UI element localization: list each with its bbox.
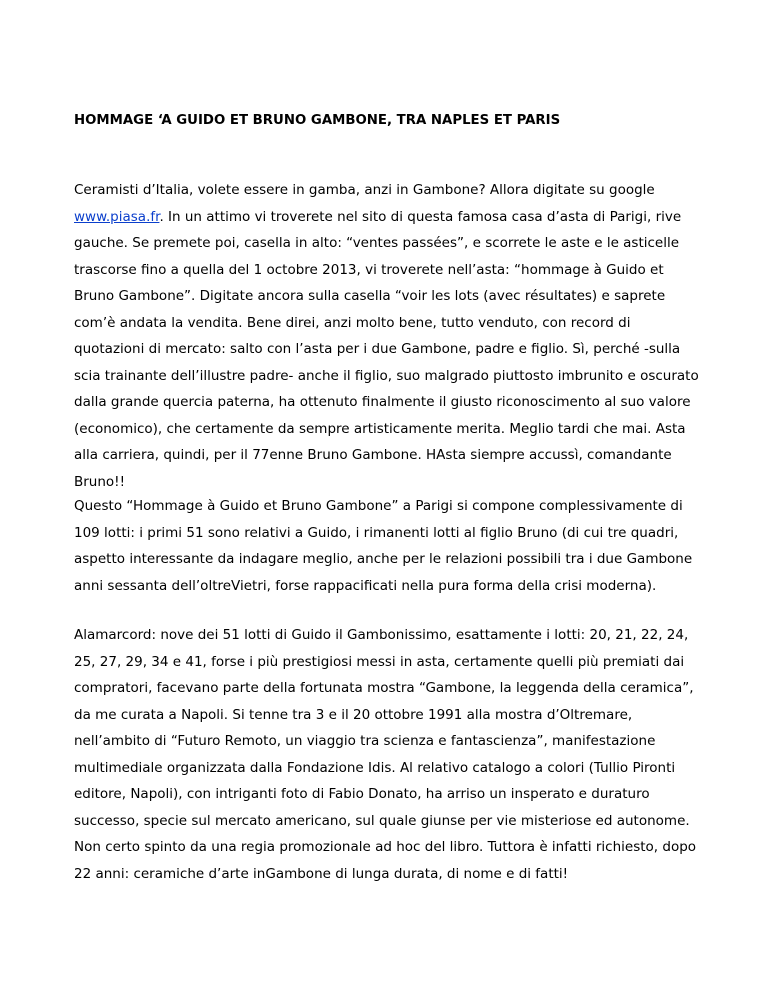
piasa-link[interactable]: www.piasa.fr: [74, 208, 160, 225]
paragraph-alamarcord: Alamarcord: nove dei 51 lotti di Guido il Gambonissimo, esattamente i lotti: 20, 21, 22, 24, 25, 27, 29, 34 e 41, forse i più prestigiosi messi in asta, certamente quelli più premiati dai compratori, facevano parte della fortunata mostra “Gambone, la leggenda della ceramica”, da me curata a Napoli. Si tenne tra 3 e il 20 ottobre 1991 alla mostra d’Oltremare, nell’ambito di “Futuro Remoto, un viaggio tra scienza e fantascienza”, manifestazione multimediale organizzata dalla Fondazione Idis. Al relativo catalogo a colori (Tullio Pironti editore, Napoli), con intriganti foto di Fabio Donato, ha arriso un insperato e duraturo successo, specie sul mercato americano, sul quale giunse per vie misteriose ed autonome. Non certo spinto da una regia promozionale ad hoc del libro. Tuttora è infatti richiesto, dopo 22 anni: ceramiche d’arte inGambone di lunga durata, di nome e di fatti!: [74, 627, 697, 882]
paragraph-intro: [74, 177, 704, 495]
paragraph-intro-lead: Ceramisti d’Italia, volete essere in gamba, anzi in Gambone? Allora digitate su google: [74, 182, 655, 198]
paragraph-intro-rest: . In un attimo vi troverete nel sito di questa famosa casa d’asta di Parigi, rive gauche. Se premete poi, casella in alto: “ventes passées”, e scorrete le aste e le asticelle trascorse fino a quella del 1 octobre 2013, vi troverete nell’asta: “hommage à Guido et Bruno Gambone”. Digitate ancora sulla casella “voir les lots (avec résultates) e saprete com’è andata la vendita. Bene direi, anzi molto bene, tutto venduto, con record di quotazioni di mercato: salto con l’asta per i due Gambone, padre e figlio. Sì, perché -sulla scia trainante dell’illustre padre- anche il figlio, suo malgrado piuttosto imbrunito e oscurato dalla grande quercia paterna, ha ottenuto finalmente il giusto riconoscimento al suo valore (economico), che certamente da sempre artisticamente merita. Meglio tardi che mai. Asta alla carriera, quindi, per il 77enne Bruno Gambone. HAsta siempre accussì, comandante Bruno!!: [74, 208, 699, 490]
document-title: HOMMAGE ‘A GUIDO ET BRUNO GAMBONE, TRA NAPLES ET PARIS: [74, 113, 561, 128]
paragraph-hommage: Questo “Hommage à Guido et Bruno Gambone” a Parigi si compone complessivamente di 109 lotti: i primi 51 sono relativi a Guido, i rimanenti lotti al figlio Bruno (di cui tre quadri, aspetto interessante da indagare meglio, anche per le relazioni possibili tra i due Gambone anni sessanta dell’oltreVietri, forse rappacificati nella pura forma della crisi moderna).: [74, 498, 693, 594]
